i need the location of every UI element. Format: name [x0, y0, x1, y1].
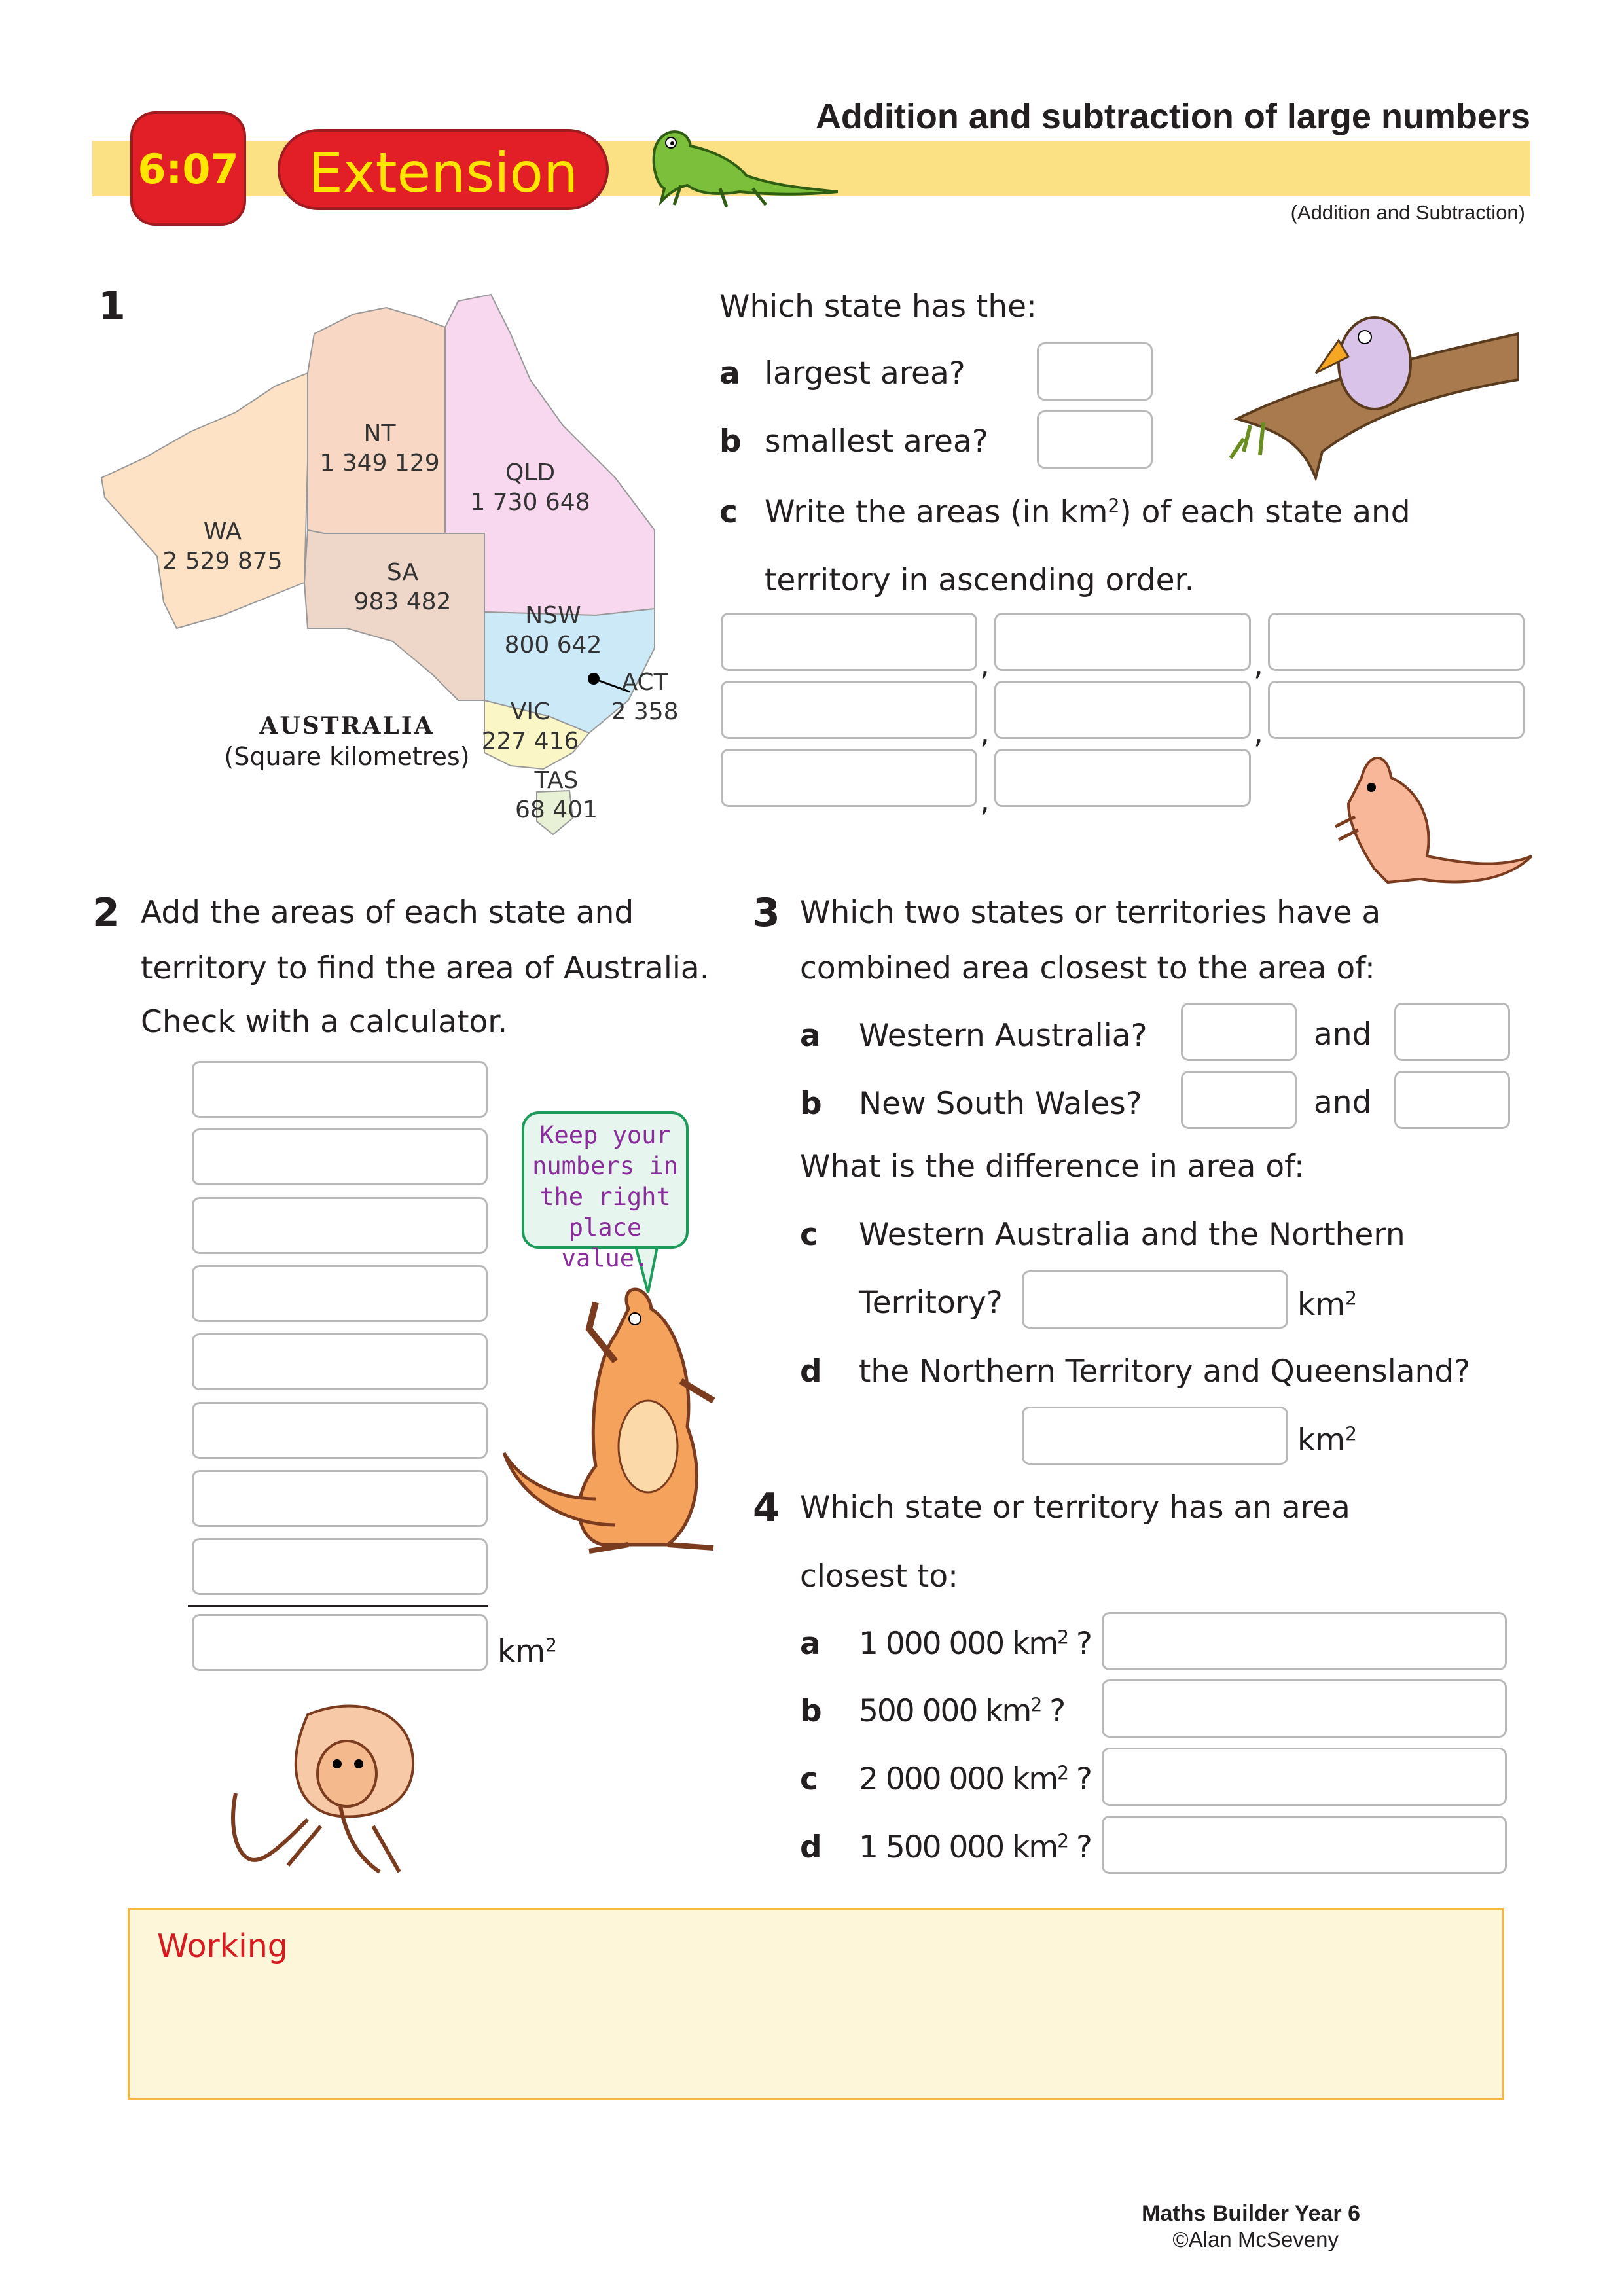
q3-d-text: the Northern Territory and Queensland? — [859, 1354, 1471, 1390]
q3-a-answer-box-1[interactable] — [1181, 1003, 1297, 1061]
q3-b-label: b — [800, 1086, 822, 1122]
q2-unit: $km^2$ — [497, 1634, 557, 1670]
question-3-number: 3 — [753, 890, 780, 936]
q3-c-label: c — [800, 1217, 818, 1253]
q1-c-answer-box-3[interactable] — [1268, 613, 1525, 671]
sum-line — [188, 1605, 488, 1607]
q1-c-answer-box-5[interactable] — [994, 681, 1251, 739]
q1-intro: Which state has the: — [719, 289, 1037, 325]
comma: , — [980, 647, 990, 683]
comma: , — [1254, 647, 1263, 683]
q1-c-text: Write the areas (in $km^2$) of each state and — [765, 494, 1411, 530]
section-number-badge — [130, 111, 246, 226]
q2-addend-box[interactable] — [192, 1470, 488, 1527]
q3-diff-intro: What is the difference in area of: — [800, 1149, 1305, 1185]
q2-addend-box[interactable] — [192, 1538, 488, 1595]
working-area[interactable] — [128, 1908, 1504, 2100]
q4-c-value: 2 000 000 $km^2$ ? — [859, 1761, 1091, 1797]
frilled-lizard-illustration — [209, 1695, 484, 1892]
speech-bubble — [522, 1111, 689, 1272]
q3-d-label: d — [800, 1354, 822, 1390]
map-title: AUSTRALIA — [259, 712, 435, 740]
q4-b-answer-box[interactable] — [1102, 1679, 1507, 1738]
map-label-tas: TAS 68 401 — [515, 767, 598, 823]
q4-b-label: b — [800, 1693, 822, 1729]
map-label-wa: WA 2 529 875 — [162, 518, 283, 575]
q3-a-answer-box-2[interactable] — [1394, 1003, 1510, 1061]
working-label: Working — [157, 1928, 288, 1965]
section-label-badge — [278, 129, 609, 210]
q1-b-text: smallest area? — [765, 423, 988, 459]
q3-a-text: Western Australia? — [859, 1018, 1147, 1054]
q2-addend-box[interactable] — [192, 1061, 488, 1118]
map-label-act: ACT 2 358 — [611, 669, 679, 725]
footer-book: Maths Builder Year 6 — [1142, 2201, 1360, 2226]
q3-line1: Which two states or territories have a — [800, 895, 1381, 931]
page-title: Addition and subtraction of large numbers — [815, 97, 1530, 136]
question-1-number: 1 — [98, 283, 126, 329]
lizard-illustration — [641, 123, 838, 208]
comma: , — [1254, 715, 1263, 751]
section-label: Extension — [308, 141, 579, 205]
q1-c-answer-box-2[interactable] — [994, 613, 1251, 671]
strand-label: (Addition and Subtraction) — [1290, 201, 1525, 224]
q4-d-value: 1 500 000 $km^2$ ? — [859, 1829, 1091, 1865]
q3-c-line1: Western Australia and the Northern — [859, 1217, 1405, 1253]
q4-c-answer-box[interactable] — [1102, 1748, 1507, 1806]
q1-a-answer-box[interactable] — [1037, 342, 1153, 401]
q1-c-answer-box-7[interactable] — [721, 749, 977, 807]
q3-c-unit: $km^2$ — [1297, 1287, 1357, 1323]
q1-b-answer-box[interactable] — [1037, 410, 1153, 469]
question-4-number: 4 — [753, 1485, 780, 1531]
q4-line2: closest to: — [800, 1558, 958, 1594]
kangaroo-small-illustration — [1309, 751, 1532, 889]
q1-c-answer-box-6[interactable] — [1268, 681, 1525, 739]
q3-b-text: New South Wales? — [859, 1086, 1142, 1122]
map-label-qld: QLD 1 730 648 — [470, 459, 590, 516]
map-label-sa: SA 983 482 — [353, 559, 452, 615]
q3-line2: combined area closest to the area of: — [800, 950, 1375, 986]
q2-line1: Add the areas of each state and — [141, 895, 634, 931]
q3-c-answer-box[interactable] — [1022, 1270, 1288, 1329]
q2-line2: territory to find the area of Australia. — [141, 950, 710, 986]
q1-a-label: a — [719, 355, 740, 391]
kookaburra-illustration — [1224, 301, 1519, 484]
kangaroo-pointing-illustration — [497, 1283, 772, 1558]
q2-addend-box[interactable] — [192, 1265, 488, 1322]
map-units: (Square kilometres) — [224, 742, 470, 771]
q4-a-answer-box[interactable] — [1102, 1612, 1507, 1670]
q4-a-label: a — [800, 1626, 821, 1662]
q3-b-answer-box-2[interactable] — [1394, 1071, 1510, 1129]
q4-d-label: d — [800, 1829, 822, 1865]
q1-a-text: largest area? — [765, 355, 965, 391]
q3-c-line2: Territory? — [859, 1285, 1003, 1321]
comma: , — [980, 715, 990, 751]
q2-line3: Check with a calculator. — [141, 1004, 508, 1040]
q3-b-answer-box-1[interactable] — [1181, 1071, 1297, 1129]
map-label-nsw: NSW 800 642 — [504, 602, 602, 658]
q4-b-value: 500 000 $km^2$ ? — [859, 1693, 1065, 1729]
q4-line1: Which state or territory has an area — [800, 1490, 1350, 1526]
comma: , — [980, 783, 990, 819]
section-number: 6:07 — [137, 145, 239, 193]
q2-addend-box[interactable] — [192, 1197, 488, 1254]
q1-c-answer-box-1[interactable] — [721, 613, 977, 671]
q2-addend-box[interactable] — [192, 1402, 488, 1459]
q3-d-unit: $km^2$ — [1297, 1422, 1357, 1458]
and-word: and — [1314, 1016, 1372, 1052]
speech-bubble-text: Keep your numbers in the right place value. — [532, 1121, 678, 1272]
map-label-nt: NT 1 349 129 — [319, 420, 440, 476]
map-label-vic: VIC 227 416 — [481, 698, 579, 755]
q1-c-answer-box-4[interactable] — [721, 681, 977, 739]
q1-c-text-line2: territory in ascending order. — [765, 562, 1195, 598]
q1-c-answer-box-8[interactable] — [994, 749, 1251, 807]
question-2-number: 2 — [92, 890, 120, 936]
and-word: and — [1314, 1085, 1372, 1121]
q1-b-label: b — [719, 423, 742, 459]
footer-copyright: ©Alan McSeveny — [1172, 2227, 1339, 2251]
q3-a-label: a — [800, 1018, 821, 1054]
q2-total-box[interactable] — [192, 1614, 488, 1671]
q3-d-answer-box[interactable] — [1022, 1407, 1288, 1465]
q4-c-label: c — [800, 1761, 818, 1797]
q2-addend-box[interactable] — [192, 1128, 488, 1185]
q4-d-answer-box[interactable] — [1102, 1816, 1507, 1874]
q4-a-value: 1 000 000 $km^2$ ? — [859, 1626, 1091, 1662]
q2-addend-box[interactable] — [192, 1333, 488, 1390]
q1-c-label: c — [719, 494, 738, 530]
